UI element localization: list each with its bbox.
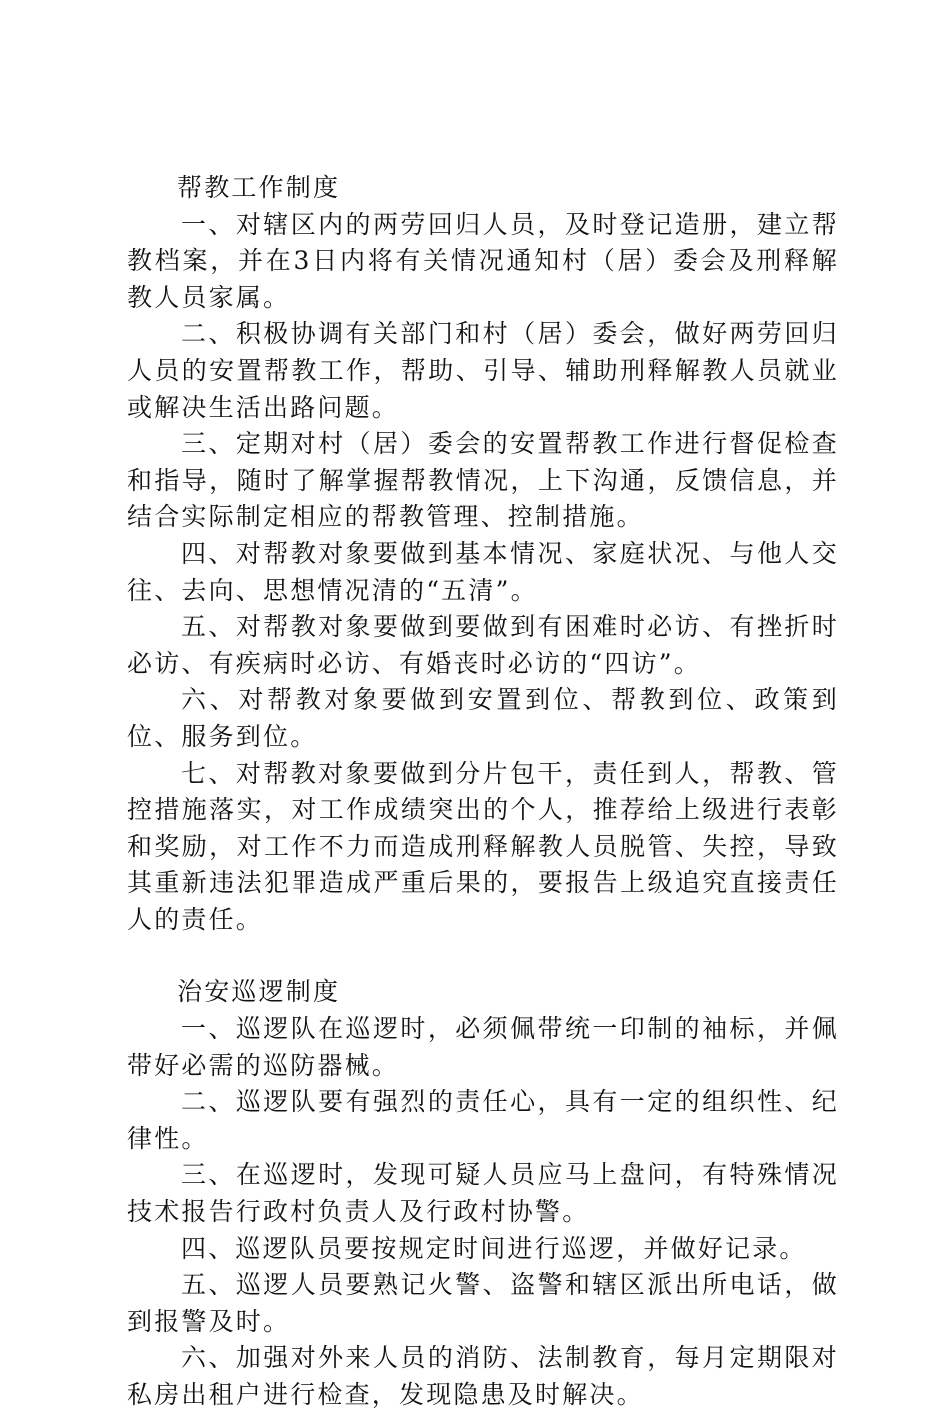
- section-patrol-system: [127, 974, 839, 1413]
- paragraph: 四、对帮教对象要做到基本情况、家庭状况、与他人交往、去向、思想情况清的“五清”。: [127, 538, 839, 605]
- paragraph: 三、在巡逻时，发现可疑人员应马上盘问，有特殊情况技术报告行政村负责人及行政村协警。: [127, 1160, 839, 1227]
- paragraph: 一、对辖区内的两劳回归人员，及时登记造册，建立帮教档案，并在3日内将有关情况通知村（居）委会及刑释解教人员家属。: [127, 209, 839, 312]
- section-title: 治安巡逻制度: [177, 977, 341, 1007]
- paragraph: 四、巡逻队员要按规定时间进行巡逻，并做好记录。: [181, 1233, 807, 1263]
- paragraph: 六、加强对外来人员的消防、法制教育，每月定期限对私房出租户进行检查，发现隐患及时解决。: [127, 1343, 839, 1409]
- paragraph: 一、巡逻队在巡逻时，必须佩带统一印制的袖标，并佩带好必需的巡防器械。: [127, 1014, 839, 1080]
- paragraph: 五、对帮教对象要做到要做到有困难时必访、有挫折时必访、有疾病时必访、有婚丧时必访的“四访”。: [127, 612, 839, 678]
- section-assistance-system: [127, 170, 839, 938]
- paragraph: 二、巡逻队要有强烈的责任心，具有一定的组织性、纪律性。: [127, 1087, 839, 1153]
- paragraph: 六、对帮教对象要做到安置到位、帮教到位、政策到位、服务到位。: [127, 685, 839, 751]
- section-title: 帮教工作制度: [177, 173, 341, 202]
- document-body: [127, 170, 839, 1414]
- paragraph: 五、巡逻人员要熟记火警、盗警和辖区派出所电话，做到报警及时。: [127, 1270, 839, 1336]
- paragraph: 三、定期对村（居）委会的安置帮教工作进行督促检查和指导，随时了解掌握帮教情况，上下沟通，反馈信息，并结合实际制定相应的帮教管理、控制措施。: [127, 429, 839, 532]
- paragraph: 七、对帮教对象要做到分片包干，责任到人，帮教、管控措施落实，对工作成绩突出的个人，推荐给上级进行表彰和奖励，对工作不力而造成刑释解教人员脱管、失控，导致其重新违法犯罪造成严重后果的，要报告上级追究直接责任人的责任。: [127, 758, 839, 934]
- paragraph: 二、积极协调有关部门和村（居）委会，做好两劳回归人员的安置帮教工作，帮助、引导、辅助刑释解教人员就业或解决生活出路问题。: [127, 319, 839, 422]
